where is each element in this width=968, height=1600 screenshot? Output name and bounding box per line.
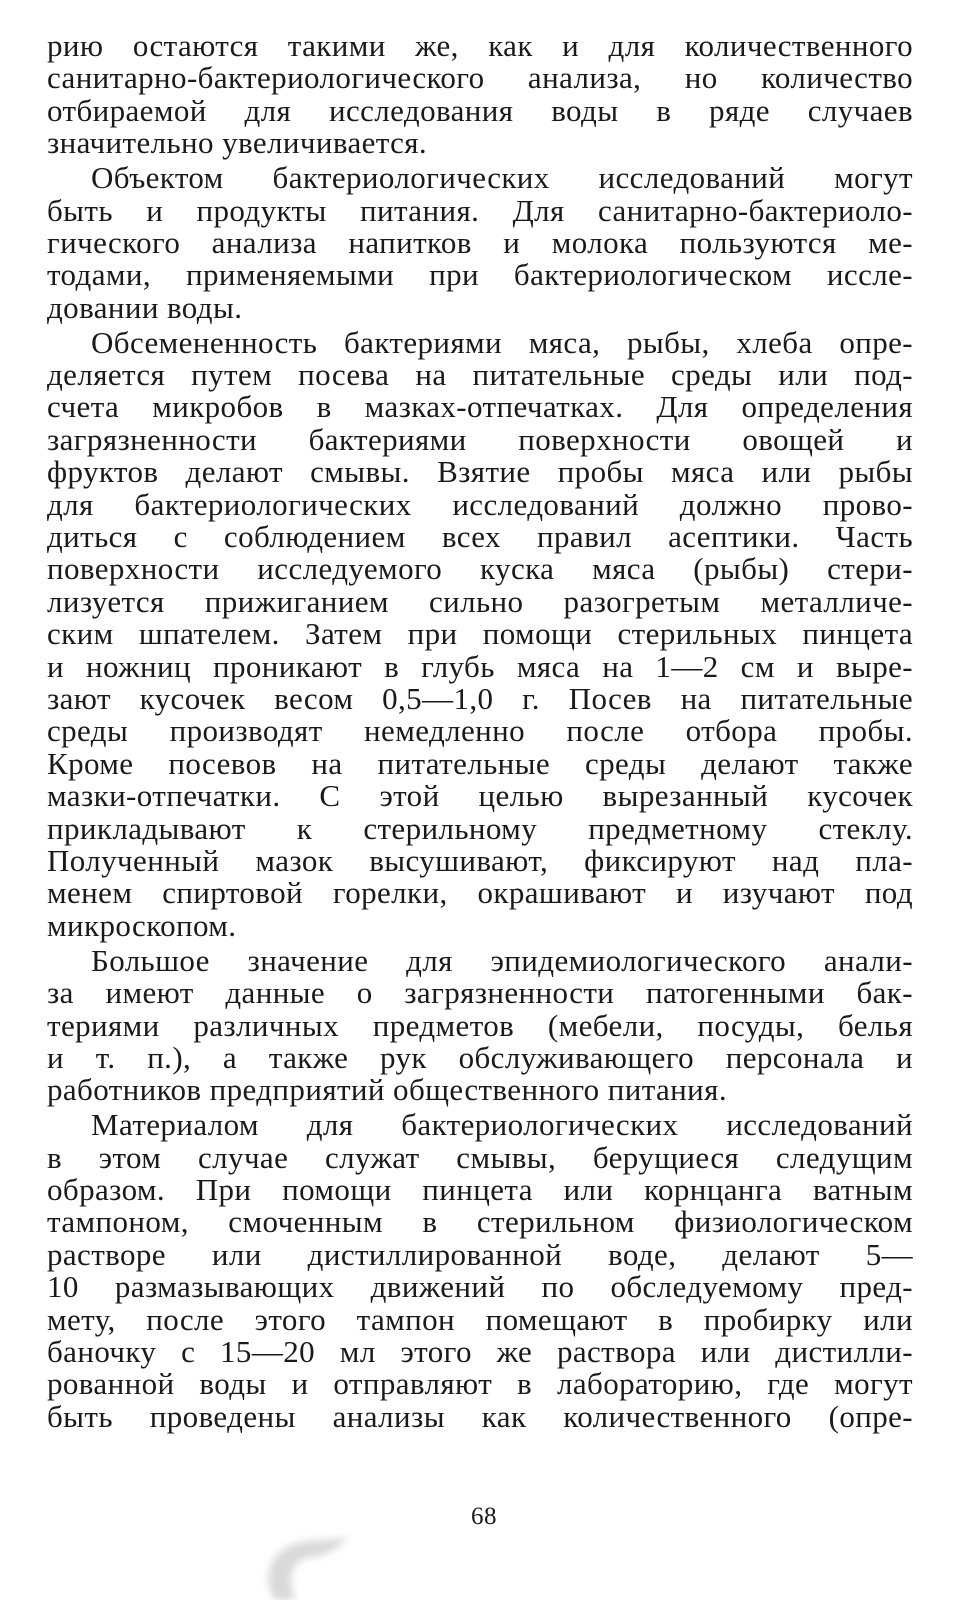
text-line: для бактериологических исследований должно прово- xyxy=(47,486,913,522)
text-line: тодами, применяемыми при бактериологическом иссле- xyxy=(47,257,913,293)
paragraph xyxy=(47,942,913,1108)
text-line: отбираемой для исследования воды в ряде случаев xyxy=(47,92,913,128)
text-line: мазки-отпечатки. С этой целью вырезанный кусочек xyxy=(47,778,913,814)
text-line: значительно увеличивается. xyxy=(47,125,428,161)
text-line: микроскопом. xyxy=(47,907,237,943)
page-number: 68 xyxy=(471,1503,497,1530)
text-line: гического анализа напитков и молока пользуются ме- xyxy=(47,224,913,260)
text-line: быть проведены анализы как количественного (опре- xyxy=(47,1398,913,1434)
text-line: териями различных предметов (мебели, посуды, белья xyxy=(47,1007,913,1043)
text-line: деляется путем посева на питательные среды или под- xyxy=(47,357,913,393)
text-line: баночку с 15—20 мл этого же раствора или дистилли- xyxy=(47,1334,913,1369)
text-line: менем спиртовой горелки, окрашивают и изучают под xyxy=(47,875,913,911)
text-line: Большое значение для эпидемиологического анали- xyxy=(91,942,913,978)
text-line: диться с соблюдением всех правил асептики. Часть xyxy=(47,519,913,555)
paragraph xyxy=(47,30,913,160)
text-line: тампоном, смоченным в стерильном физиологическом xyxy=(47,1204,913,1240)
text-line: ским шпателем. Затем при помощи стерильных пинцета xyxy=(47,616,913,652)
text-line: Обсемененность бактериями мяса, рыбы, хлеба опре- xyxy=(91,324,913,360)
page-body xyxy=(47,30,913,1433)
text-line: образом. При помощи пинцета или корнцанга ватным xyxy=(47,1172,913,1208)
paragraph xyxy=(47,324,913,943)
text-line: быть и продукты питания. Для санитарно-бактериоло- xyxy=(47,192,913,228)
text-line: рию остаются такими же, как и для количественного xyxy=(47,28,913,63)
text-line: зают кусочек весом 0,5—1,0 г. Посев на питательные xyxy=(47,681,913,716)
text-line: рованной воды и отправляют в лабораторию, где могут xyxy=(47,1366,913,1402)
paragraph xyxy=(47,162,913,324)
scan-smudge-mark xyxy=(255,1522,365,1600)
text-line: Полученный мазок высушивают, фиксируют над пла- xyxy=(47,842,913,878)
text-line: Кроме посевов на питательные среды делают также xyxy=(47,745,913,781)
text-line: мету, после этого тампон помещают в пробирку или xyxy=(47,1301,913,1337)
text-line: прикладывают к стерильному предметному стеклу. xyxy=(47,810,913,846)
text-line: растворе или дистиллированной воде, делают 5— xyxy=(47,1236,913,1272)
text-line: поверхности исследуемого куска мяса (рыбы) стери- xyxy=(47,551,913,587)
text-line: и т. п.), а также рук обслуживающего персонала и xyxy=(47,1039,913,1075)
text-line: и ножниц проникают в глубь мяса на 1—2 см и выре- xyxy=(47,648,913,684)
text-line: среды производят немедленно после отбора пробы. xyxy=(47,713,913,749)
text-line: загрязненности бактериями поверхности овощей и xyxy=(47,421,913,457)
text-line: Объектом бактериологических исследований могут xyxy=(91,160,913,196)
text-line: санитарно-бактериологического анализа, но количество xyxy=(47,60,913,96)
text-line: 10 размазывающих движений по обследуемому пред- xyxy=(47,1269,913,1305)
text-line: фруктов делают смывы. Взятие пробы мяса или рыбы xyxy=(47,454,913,490)
text-line: лизуется прижиганием сильно разогретым металличе- xyxy=(47,583,913,619)
text-line: за имеют данные о загрязненности патогенными бак- xyxy=(47,975,913,1011)
paragraph xyxy=(47,1109,913,1433)
text-line: довании воды. xyxy=(47,289,243,325)
text-line: Материалом для бактериологических исследований xyxy=(91,1107,913,1143)
text-line: в этом случае служат смывы, берущиеся следущим xyxy=(47,1139,913,1175)
text-line: работников предприятий общественного питания. xyxy=(47,1072,727,1108)
text-line: счета микробов в мазках-отпечатках. Для определения xyxy=(47,389,913,425)
